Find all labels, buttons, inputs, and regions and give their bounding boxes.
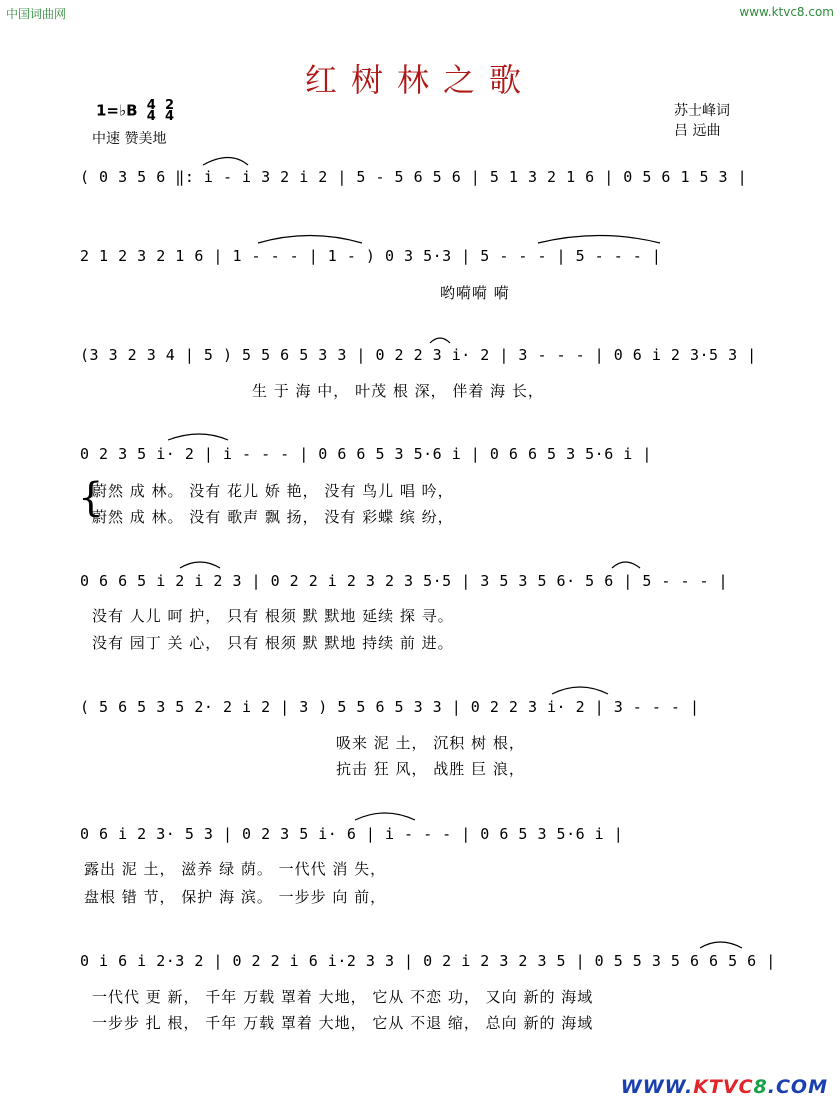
score-line-4: 0 2 3 5 i· 2 | i - - - | 0 6 6 5 3 5·6 i | 0 6 6 5 3 5·6 i | bbox=[80, 445, 652, 463]
slur-mark bbox=[430, 338, 450, 343]
score-line-3: (3 3 2 3 4 | 5 ) 5 5 6 5 3 3 | 0 2 2 3 i· 2 | 3 - - - | 0 6 i 2 3·5 3 | bbox=[80, 346, 757, 364]
slur-mark bbox=[203, 158, 248, 166]
slur-mark bbox=[700, 942, 742, 948]
score-line-8: 0 i 6 i 2·3 2 | 0 2 2 i 6 i·2 3 3 | 0 2 i 2 3 2 3 5 | 0 5 5 3 5 6 6 5 6 | bbox=[80, 952, 776, 970]
site-name-top-left: 中国词曲网 bbox=[6, 7, 67, 21]
meter-1-top: 4 bbox=[146, 98, 156, 113]
slur-mark bbox=[168, 434, 228, 440]
footer-logo-com: .COM bbox=[767, 1076, 828, 1098]
verse-brace: { bbox=[78, 475, 104, 521]
slur-mark bbox=[180, 562, 220, 568]
score-line-6: ( 5 6 5 3 5 2· 2 i 2 | 3 ) 5 5 6 5 3 3 | 0 2 2 3 i· 2 | 3 - - - | bbox=[80, 698, 700, 716]
lyric-line-2: 哟嗬嗬 嗬 bbox=[440, 284, 510, 302]
slur-mark bbox=[612, 562, 640, 568]
lyricist-credit: 苏士峰词 bbox=[674, 103, 730, 119]
lyric-line-8-verse-2: 一步步 扎 根， 千年 万载 罩着 大地， 它从 不退 缩， 总向 新的 海域 bbox=[92, 1014, 594, 1032]
lyric-line-5-verse-2: 没有 园丁 关 心， 只有 根须 默 默地 持续 前 进。 bbox=[92, 634, 454, 652]
lyric-line-5-verse-1: 没有 人儿 呵 护， 只有 根须 默 默地 延续 探 寻。 bbox=[92, 607, 454, 625]
slur-mark bbox=[258, 236, 362, 244]
song-title: 红树林之歌 bbox=[304, 61, 535, 99]
lyric-line-3: 生 于 海 中， 叶茂 根 深， 伴着 海 长， bbox=[252, 382, 544, 400]
lyric-line-7-verse-2: 盘根 错 节， 保护 海 滨。 一步步 向 前， bbox=[84, 888, 387, 906]
lyric-line-6-verse-1: 吸来 泥 土， 沉积 树 根， bbox=[336, 734, 525, 752]
footer-logo-8: 8 bbox=[753, 1076, 768, 1098]
lyric-line-7-verse-1: 露出 泥 土， 滋养 绿 荫。 一代代 消 失， bbox=[84, 860, 387, 878]
lyric-line-6-verse-2: 抗击 狂 风， 战胜 巨 浪， bbox=[336, 760, 525, 778]
composer-credit: 吕 远曲 bbox=[674, 123, 721, 139]
key-text: 1=♭B bbox=[96, 101, 138, 120]
slur-mark bbox=[355, 813, 415, 820]
meter-2-top: 2 bbox=[165, 98, 175, 113]
footer-site-logo[interactable] bbox=[621, 1076, 828, 1098]
site-url-top-right[interactable]: www.ktvc8.com bbox=[739, 5, 834, 19]
lyric-line-4-verse-2: 蔚然 成 林。 没有 歌声 飘 扬， 没有 彩蝶 缤 纷， bbox=[92, 508, 454, 526]
score-line-1: ( 0 3 5 6 ‖: i - i 3 2 i 2 | 5 - 5 6 5 6 | 5 1 3 2 1 6 | 0 5 6 1 5 3 | bbox=[80, 168, 748, 186]
score-line-7: 0 6 i 2 3· 5 3 | 0 2 3 5 i· 6 | i - - - | 0 6 5 3 5·6 i | bbox=[80, 825, 624, 843]
footer-logo-www: WWW. bbox=[620, 1076, 694, 1098]
slur-mark bbox=[552, 687, 608, 694]
meter-1-bottom: 4 bbox=[146, 109, 156, 124]
score-line-5: 0 6 6 5 i 2 i 2 3 | 0 2 2 i 2 3 2 3 5·5 | 3 5 3 5 6· 5 6 | 5 - - - | bbox=[80, 572, 729, 590]
lyric-line-4-verse-1: 蔚然 成 林。 没有 花儿 娇 艳， 没有 鸟儿 唱 吟， bbox=[92, 482, 454, 500]
footer-logo-ktvc: KTVC bbox=[693, 1076, 754, 1098]
lyric-line-8-verse-1: 一代代 更 新， 千年 万载 罩着 大地， 它从 不恋 功， 又向 新的 海域 bbox=[92, 988, 594, 1006]
slur-mark bbox=[538, 236, 660, 244]
tempo-marking: 中速 赞美地 bbox=[92, 131, 167, 147]
meter-2-bottom: 4 bbox=[165, 109, 175, 124]
score-line-2: 2 1 2 3 2 1 6 | 1 - - - | 1 - ) 0 3 5·3 | 5 - - - | 5 - - - | bbox=[80, 247, 662, 265]
